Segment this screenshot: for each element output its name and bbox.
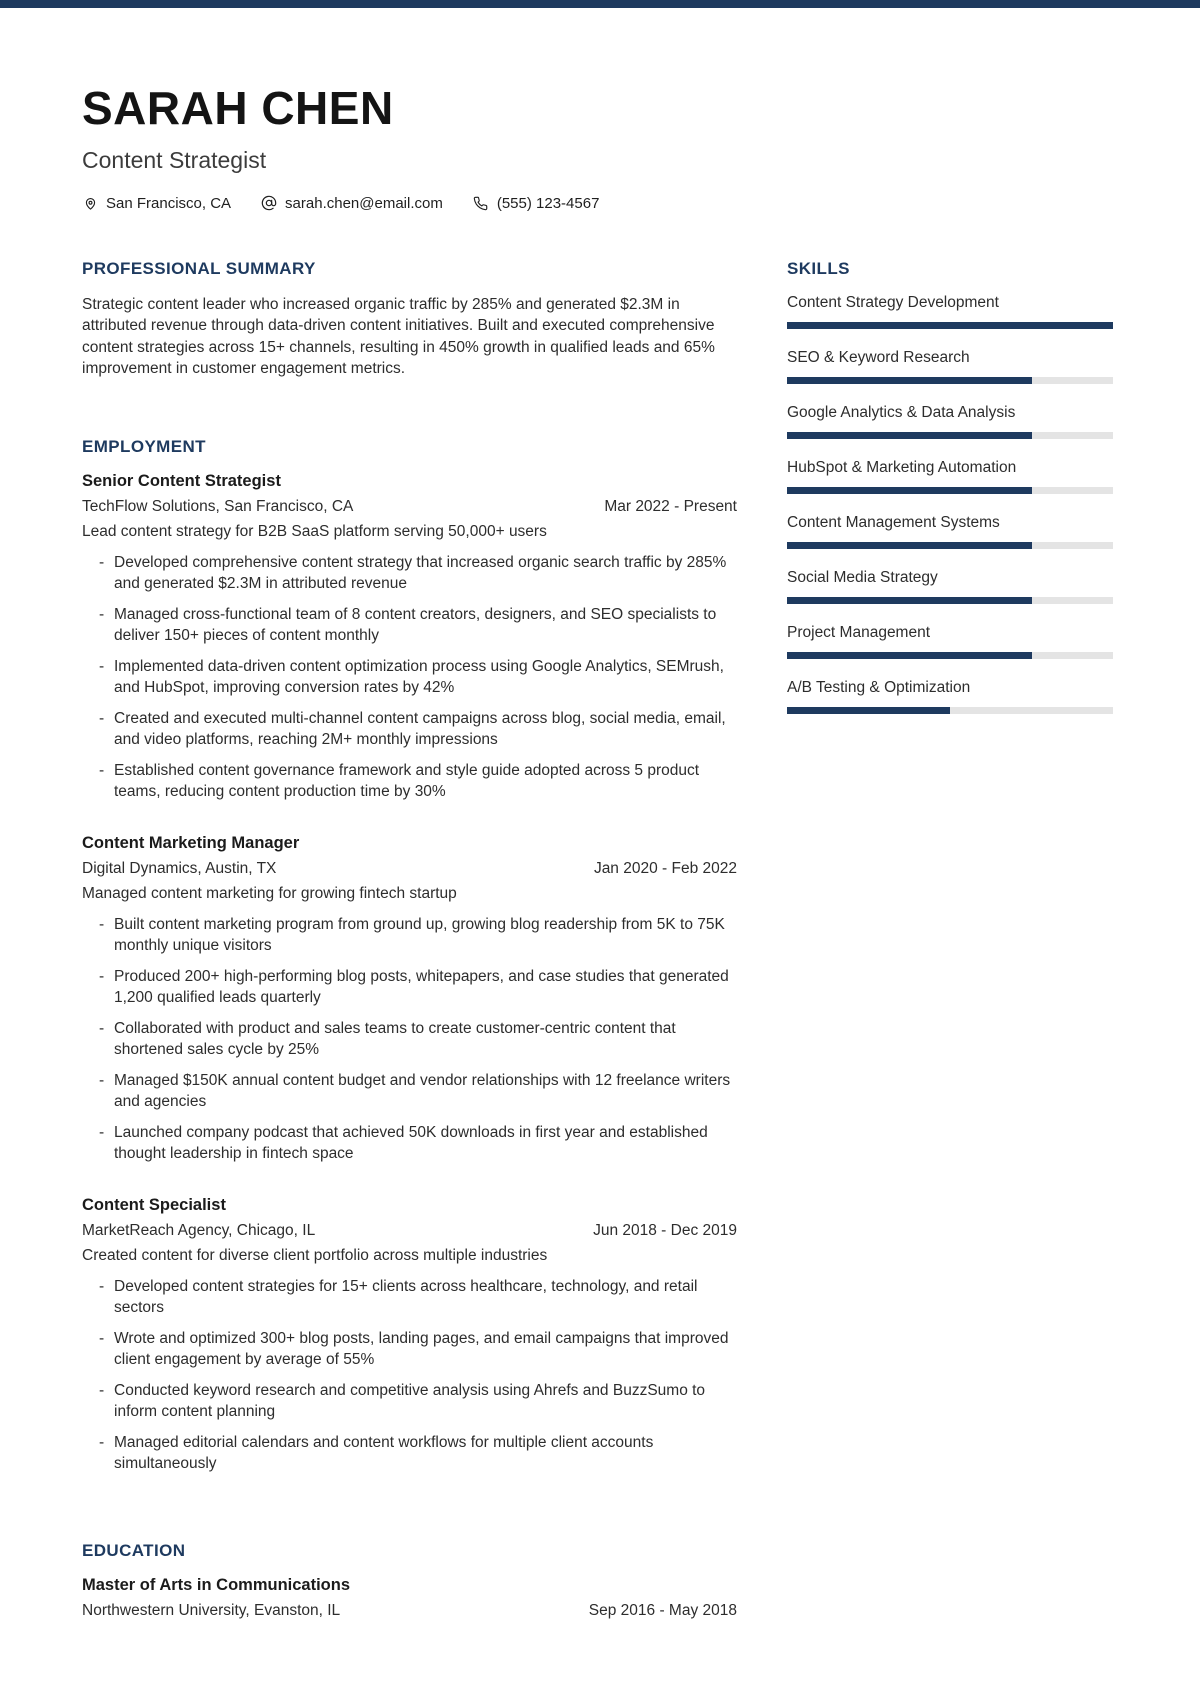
job-dates: Jun 2018 - Dec 2019: [593, 1221, 737, 1239]
skill-progress-fill: [787, 322, 1113, 329]
job-bullet: [82, 1380, 737, 1423]
bullet-dash: -: [99, 1381, 105, 1399]
skill-label: Google Analytics & Data Analysis: [787, 403, 1016, 421]
summary-text: Strategic content leader who increased organic traffic by 285% and generated $2.3M in attributed revenue through data-driven content initiatives. Built and executed comprehensive content strategies across 15+ channels, resulting in 450% growth in qualified leads and 65% improvement in customer engagement metrics.: [82, 295, 715, 378]
skill-item: [787, 624, 1113, 659]
skill-progress-fill: [787, 597, 1032, 604]
bullet-text: Built content marketing program from ground up, growing blog readership from 5K to 75K monthly unique visitors: [114, 915, 725, 955]
job-bullet: [82, 604, 737, 647]
contact-item: [82, 195, 231, 212]
skill-item: [787, 349, 1113, 384]
job-summary: Managed content marketing for growing fintech startup: [82, 884, 457, 902]
bullet-dash: -: [99, 761, 105, 779]
skill-progress-track: [787, 377, 1113, 384]
job-entry: [82, 472, 737, 803]
contact-text: sarah.chen@email.com: [285, 194, 443, 212]
job-company: TechFlow Solutions, San Francisco, CA: [82, 497, 354, 515]
person-name: SARAH CHEN: [82, 82, 394, 134]
bullet-text: Produced 200+ high-performing blog posts, whitepapers, and case studies that generated 1,200 qualified leads quarterly: [114, 967, 729, 1007]
job-bullet: [82, 708, 737, 751]
main-column: [82, 259, 737, 1680]
job-bullet: [82, 760, 737, 803]
skill-progress-track: [787, 322, 1113, 329]
bullet-dash: -: [99, 915, 105, 933]
skill-progress-fill: [787, 377, 1032, 384]
bullet-text: Wrote and optimized 300+ blog posts, landing pages, and email campaigns that improved client engagement by average of 55%: [114, 1329, 729, 1369]
bullet-text: Launched company podcast that achieved 50K downloads in first year and established thought leadership in fintech space: [114, 1123, 708, 1163]
bullet-text: Established content governance framework and style guide adopted across 5 product teams, reducing content production time by 30%: [114, 761, 700, 801]
job-company: Digital Dynamics, Austin, TX: [82, 859, 277, 877]
skill-label: Social Media Strategy: [787, 568, 938, 586]
contact-item: [473, 195, 600, 212]
education-degree: Master of Arts in Communications: [82, 1575, 351, 1594]
bullet-text: Created and executed multi-channel content campaigns across blog, social media, email, and video platforms, reaching 2M+ monthly impressions: [114, 709, 726, 749]
job-summary: Lead content strategy for B2B SaaS platform serving 50,000+ users: [82, 522, 547, 540]
bullet-text: Developed comprehensive content strategy that increased organic search traffic by 285% and generated $2.3M in attributed revenue: [114, 553, 727, 593]
job-title: Senior Content Strategist: [82, 471, 281, 490]
bullet-text: Implemented data-driven content optimization process using Google Analytics, SEMrush, and HubSpot, improving conversion rates by 42%: [114, 657, 724, 697]
bullet-dash: -: [99, 1277, 105, 1295]
bullet-dash: -: [99, 553, 105, 571]
employment-section: [82, 437, 737, 1475]
job-entry: [82, 1196, 737, 1475]
skill-item: [787, 514, 1113, 549]
job-bullet: [82, 966, 737, 1009]
skill-progress-track: [787, 652, 1113, 659]
bullet-dash: -: [99, 1329, 105, 1347]
education-section: [82, 1541, 737, 1680]
job-bullet: [82, 552, 737, 595]
job-bullet: [82, 1276, 737, 1319]
skill-progress-track: [787, 487, 1113, 494]
education-dates: Sep 2016 - May 2018: [588, 1601, 737, 1619]
education-school: Northwestern University, Evanston, IL: [82, 1601, 341, 1619]
bullet-text: Managed editorial calendars and content workflows for multiple client accounts simultaneously: [114, 1433, 654, 1473]
skill-label: Content Management Systems: [787, 513, 1000, 531]
bullet-text: Managed cross-functional team of 8 content creators, designers, and SEO specialists to deliver 150+ pieces of content monthly: [114, 605, 717, 645]
job-bullet: [82, 656, 737, 699]
skill-progress-track: [787, 542, 1113, 549]
bullet-dash: -: [99, 605, 105, 623]
skill-label: Project Management: [787, 623, 931, 641]
skill-label: SEO & Keyword Research: [787, 348, 970, 366]
job-dates: Mar 2022 - Present: [604, 497, 737, 515]
phone-icon: [473, 195, 489, 211]
bullet-dash: -: [99, 657, 105, 675]
job-bullet-list: [82, 1276, 737, 1475]
skill-progress-fill: [787, 542, 1032, 549]
contact-text: San Francisco, CA: [106, 194, 232, 212]
contact-item: [261, 195, 443, 212]
job-bullet-list: [82, 914, 737, 1165]
bullet-text: Developed content strategies for 15+ clients across healthcare, technology, and retail sectors: [114, 1277, 698, 1317]
skills-column: [787, 259, 1113, 734]
skill-label: Content Strategy Development: [787, 293, 999, 311]
bullet-dash: -: [99, 1019, 105, 1037]
job-summary: Created content for diverse client portfolio across multiple industries: [82, 1246, 548, 1264]
skill-progress-fill: [787, 487, 1032, 494]
skill-progress-fill: [787, 707, 950, 714]
employment-heading: EMPLOYMENT: [82, 436, 206, 456]
summary-section: [82, 259, 737, 380]
skill-item: [787, 294, 1113, 329]
job-title: Content Marketing Manager: [82, 833, 300, 852]
job-bullet-list: [82, 552, 737, 803]
skills-heading: SKILLS: [787, 258, 850, 278]
job-bullet: [82, 1328, 737, 1371]
education-heading: EDUCATION: [82, 1540, 186, 1560]
skill-item: [787, 404, 1113, 439]
bullet-dash: -: [99, 1123, 105, 1141]
bullet-dash: -: [99, 1071, 105, 1089]
skill-progress-track: [787, 432, 1113, 439]
bullet-dash: -: [99, 967, 105, 985]
skill-label: HubSpot & Marketing Automation: [787, 458, 1017, 476]
bullet-text: Conducted keyword research and competitive analysis using Ahrefs and BuzzSumo to inform content planning: [114, 1381, 706, 1421]
contact-row: [82, 195, 1115, 212]
job-bullet: [82, 1122, 737, 1165]
summary-heading: PROFESSIONAL SUMMARY: [82, 258, 316, 278]
bullet-text: Collaborated with product and sales teams to create customer-centric content that shortened sales cycle by 25%: [114, 1019, 676, 1059]
email-icon: [261, 195, 277, 211]
skill-progress-track: [787, 597, 1113, 604]
job-list: [82, 472, 737, 1475]
top-accent-bar: [0, 0, 1200, 8]
bullet-text: Managed $150K annual content budget and vendor relationships with 12 freelance writers and agencies: [114, 1071, 731, 1111]
skill-list: [787, 294, 1113, 714]
skill-label: A/B Testing & Optimization: [787, 678, 971, 696]
location-icon: [82, 195, 98, 211]
job-entry: [82, 834, 737, 1165]
job-bullet: [82, 914, 737, 957]
skill-item: [787, 459, 1113, 494]
skill-item: [787, 679, 1113, 714]
skill-progress-track: [787, 707, 1113, 714]
skill-progress-fill: [787, 652, 1032, 659]
job-title: Content Specialist: [82, 1195, 226, 1214]
skill-progress-fill: [787, 432, 1032, 439]
bullet-dash: -: [99, 1433, 105, 1451]
job-dates: Jan 2020 - Feb 2022: [593, 859, 737, 877]
bullet-dash: -: [99, 709, 105, 727]
person-title: Content Strategist: [82, 146, 267, 173]
job-bullet: [82, 1432, 737, 1475]
job-bullet: [82, 1018, 737, 1061]
contact-text: (555) 123-4567: [496, 194, 600, 212]
job-company: MarketReach Agency, Chicago, IL: [82, 1221, 316, 1239]
skill-item: [787, 569, 1113, 604]
job-bullet: [82, 1070, 737, 1113]
